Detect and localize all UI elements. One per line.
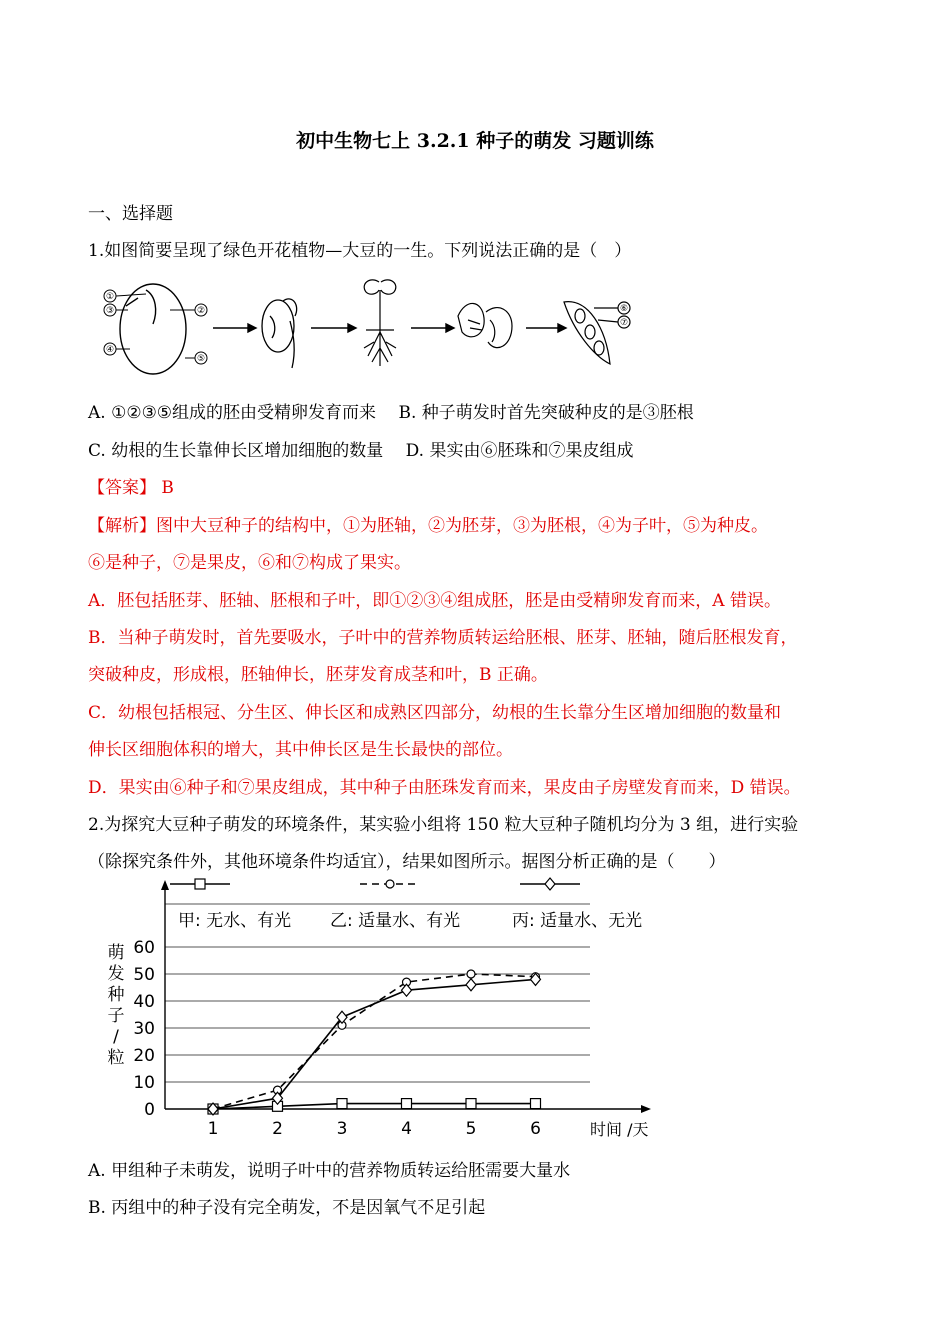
- y-axis-label: 粒: [107, 1048, 125, 1068]
- question-2-stem: （除探究条件外，其他环境条件均适宜），结果如图所示。据图分析正确的是（ ）: [88, 852, 726, 872]
- series-line: [213, 1104, 536, 1109]
- question-2-stem: 2.为探究大豆种子萌发的环境条件，某实验小组将 150 粒大豆种子随机均分为 3 组，进行实验: [88, 815, 799, 835]
- seed-drawing: [120, 284, 186, 374]
- x-axis-arrow: [641, 1105, 651, 1113]
- y-axis-label: /: [113, 1027, 119, 1047]
- section-heading: 一、选择题: [88, 204, 173, 224]
- y-axis-label: 发: [107, 964, 125, 984]
- label-4: ④: [105, 345, 115, 355]
- label-1: ①: [105, 292, 115, 302]
- series-line: [213, 979, 536, 1109]
- data-point: [386, 880, 394, 888]
- y-axis-arrow: [161, 880, 169, 890]
- y-tick-label: 10: [133, 1073, 155, 1093]
- analysis-line: B．当种子萌发时，首先要吸水，子叶中的营养物质转运给胚根、胚芽、胚轴，随后胚根发育，: [88, 628, 798, 648]
- data-point: [467, 970, 475, 978]
- y-tick-label: 20: [133, 1046, 155, 1066]
- label-6: ⑥: [619, 304, 629, 314]
- analysis-line: 突破种皮，形成根，胚轴伸长，胚芽发育成茎和叶，B 正确。: [88, 665, 548, 685]
- question-2-option-a: A. 甲组种子未萌发，说明子叶中的营养物质转运给胚需要大量水: [88, 1161, 571, 1181]
- question-2-option-b: B. 丙组中的种子没有完全萌发，不是因氧气不足引起: [88, 1198, 486, 1218]
- x-tick-label: 4: [401, 1119, 412, 1139]
- germinating-seed-drawing: [262, 299, 297, 368]
- data-point: [402, 984, 412, 996]
- answer-line: [88, 473, 174, 498]
- seedling-drawing: [364, 280, 396, 366]
- analysis-line: C．幼根包括根冠、分生区、伸长区和成熟区四部分，幼根的生长靠分生区增加细胞的数量和: [88, 703, 782, 723]
- legend-label: 丙: 适量水、无光: [512, 911, 643, 931]
- y-axis-label: 种: [107, 985, 125, 1005]
- series-line: [213, 974, 536, 1109]
- analysis-line: A．胚包括胚芽、胚轴、胚根和子叶，即①②③④组成胚，胚是由受精卵发育而来，A 错误。: [88, 591, 781, 611]
- data-point: [466, 979, 476, 991]
- analysis-line: 伸长区细胞体积的增大，其中伸长区是生长最快的部位。: [88, 740, 513, 760]
- y-axis-label: 子: [107, 1006, 125, 1026]
- question-1-options-ab: A. ①②③⑤组成的胚由受精卵发育而来 B. 种子萌发时首先突破种皮的是③胚根: [88, 403, 694, 423]
- y-tick-label: 50: [133, 965, 155, 985]
- y-tick-label: 60: [133, 938, 155, 958]
- analysis-line: ⑥是种子，⑦是果皮，⑥和⑦构成了果实。: [88, 553, 411, 573]
- y-tick-label: 40: [133, 992, 155, 1012]
- page-title: 初中生物七上 3.2.1 种子的萌发 习题训练: [296, 130, 654, 152]
- x-tick-label: 6: [530, 1119, 541, 1139]
- legend-label: 乙: 适量水、有光: [330, 911, 461, 931]
- label-2: ②: [196, 306, 206, 316]
- x-tick-label: 3: [336, 1119, 348, 1139]
- label-3: ③: [105, 306, 115, 316]
- y-tick-label: 30: [133, 1019, 155, 1039]
- data-point: [337, 1099, 347, 1109]
- question-1-options-cd: C. 幼根的生长靠伸长区增加细胞的数量 D. 果实由⑥胚珠和⑦果皮组成: [88, 441, 634, 461]
- x-tick-label: 5: [465, 1119, 477, 1139]
- legend-label: 甲: 无水、有光: [178, 911, 292, 931]
- analysis-line: D．果实由⑥种子和⑦果皮组成，其中种子由胚珠发育而来，果皮由子房壁发育而来，D 错误。: [88, 778, 801, 798]
- y-tick-label: 0: [144, 1100, 155, 1120]
- y-axis-label: 萌: [107, 943, 125, 963]
- answer-label: 【答案】: [88, 478, 156, 498]
- label-7: ⑦: [619, 318, 629, 328]
- analysis-line: 【解析】图中大豆种子的结构中，①为胚轴，②为胚芽，③为胚根，④为子叶，⑤为种皮。: [88, 516, 768, 536]
- data-point: [195, 879, 205, 889]
- x-tick-label: 1: [207, 1119, 219, 1139]
- data-point: [545, 878, 555, 890]
- x-axis-label: 时间 /天: [590, 1120, 649, 1139]
- data-point: [531, 1099, 541, 1109]
- germination-chart: [90, 876, 670, 1146]
- soybean-life-cycle-diagram: [98, 276, 638, 386]
- arrows: [213, 324, 566, 332]
- data-point: [402, 1099, 412, 1109]
- flowering-plant-drawing: [458, 303, 512, 347]
- question-1-stem: 1.如图简要呈现了绿色开花植物—大豆的一生。下列说法正确的是（ ）: [88, 241, 632, 261]
- answer-value: B: [161, 478, 174, 498]
- x-tick-label: 2: [272, 1119, 283, 1139]
- data-point: [466, 1099, 476, 1109]
- label-5: ⑤: [196, 354, 206, 364]
